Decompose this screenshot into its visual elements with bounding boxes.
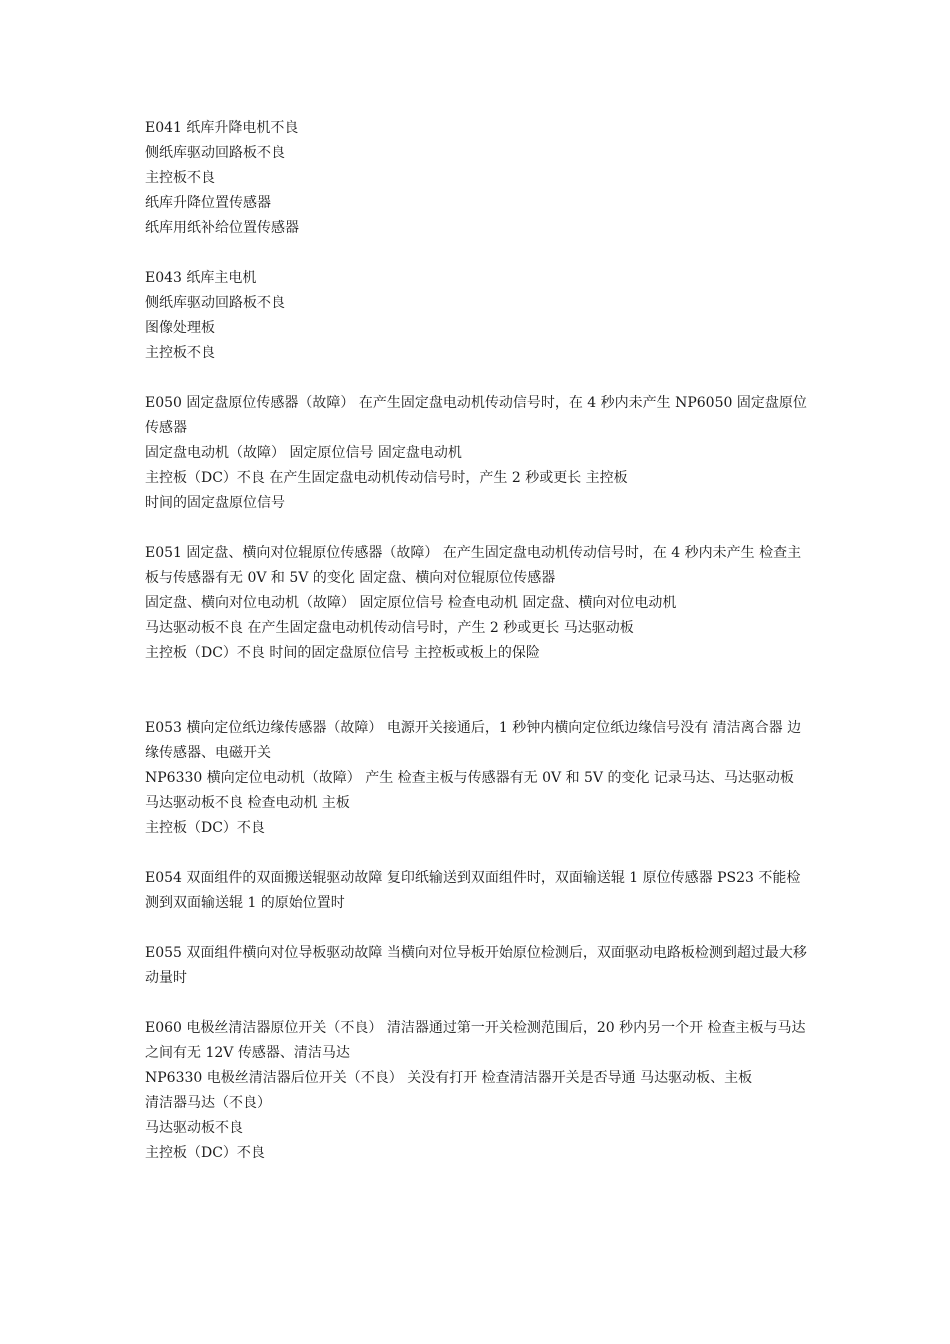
text-line: E054 双面组件的双面搬送辊驱动故障 复印纸输送到双面组件时，双面输送辊 1 原位传感器 PS23 不能检测到双面输送辊 1 的原始位置时 bbox=[145, 870, 801, 911]
error-e053-section bbox=[145, 716, 810, 841]
text-line: E053 横向定位纸边缘传感器（故障） 电源开关接通后，1 秒钟内横向定位纸边缘信号没有 清洁离合器 边缘传感器、电磁开关 bbox=[145, 720, 802, 761]
text-line: 纸库升降位置传感器 bbox=[145, 195, 271, 211]
error-e054-section bbox=[145, 866, 810, 916]
text-line: E050 固定盘原位传感器（故障） 在产生固定盘电动机传动信号时，在 4 秒内未产生 NP6050 固定盘原位传感器 bbox=[145, 395, 807, 436]
text-line: 马达驱动板不良 检查电动机 主板 bbox=[145, 795, 350, 811]
text-line: 侧纸库驱动回路板不良 bbox=[145, 145, 285, 161]
text-line: 时间的固定盘原位信号 bbox=[145, 495, 285, 511]
text-line: 固定盘、横向对位电动机（故障） 固定原位信号 检查电动机 固定盘、横向对位电动机 bbox=[145, 595, 677, 611]
text-line: E055 双面组件横向对位导板驱动故障 当横向对位导板开始原位检测后，双面驱动电路板检测到超过最大移动量时 bbox=[145, 945, 807, 986]
text-line: 图像处理板 bbox=[145, 320, 215, 336]
text-line: E041 纸库升降电机不良 bbox=[145, 120, 299, 136]
text-line: E051 固定盘、横向对位辊原位传感器（故障） 在产生固定盘电动机传动信号时，在 4 秒内未产生 检查主板与传感器有无 0V 和 5V 的变化 固定盘、横向对位辊原位传感器 bbox=[145, 545, 802, 586]
text-line: E043 纸库主电机 bbox=[145, 270, 257, 286]
text-line: 主控板（DC）不良 bbox=[145, 1145, 265, 1161]
error-e060-section bbox=[145, 1016, 810, 1166]
text-line: 主控板（DC）不良 bbox=[145, 820, 265, 836]
text-line: 侧纸库驱动回路板不良 bbox=[145, 295, 285, 311]
text-line: 马达驱动板不良 在产生固定盘电动机传动信号时，产生 2 秒或更长 马达驱动板 bbox=[145, 620, 634, 636]
text-line: 主控板（DC）不良 在产生固定盘电动机传动信号时，产生 2 秒或更长 主控板 bbox=[145, 470, 628, 486]
section-spacer bbox=[145, 666, 810, 716]
section-spacer bbox=[145, 841, 810, 866]
text-line: 主控板不良 bbox=[145, 170, 215, 186]
text-line: 马达驱动板不良 bbox=[145, 1120, 243, 1136]
text-line: E060 电极丝清洁器原位开关（不良） 清洁器通过第一开关检测范围后，20 秒内另一个开 检查主板与马达之间有无 12V 传感器、清洁马达 bbox=[145, 1020, 806, 1061]
text-line: 主控板不良 bbox=[145, 345, 215, 361]
section-spacer bbox=[145, 516, 810, 541]
text-line: 主控板（DC）不良 时间的固定盘原位信号 主控板或板上的保险 bbox=[145, 645, 540, 661]
text-line: 纸库用纸补给位置传感器 bbox=[145, 220, 299, 236]
error-e055-section bbox=[145, 941, 810, 991]
section-spacer bbox=[145, 991, 810, 1016]
error-e041-section bbox=[145, 116, 810, 241]
section-spacer bbox=[145, 916, 810, 941]
text-line: NP6330 电极丝清洁器后位开关（不良） 关没有打开 检查清洁器开关是否导通 马达驱动板、主板 bbox=[145, 1070, 753, 1086]
text-line: 固定盘电动机（故障） 固定原位信号 固定盘电动机 bbox=[145, 445, 462, 461]
text-line: NP6330 横向定位电动机（故障） 产生 检查主板与传感器有无 0V 和 5V 的变化 记录马达、马达驱动板 bbox=[145, 770, 794, 786]
section-spacer bbox=[145, 241, 810, 266]
error-e050-section bbox=[145, 391, 810, 516]
error-e051-section bbox=[145, 541, 810, 666]
section-spacer bbox=[145, 366, 810, 391]
error-e043-section bbox=[145, 266, 810, 366]
text-line: 清洁器马达（不良） bbox=[145, 1095, 271, 1111]
document-body bbox=[145, 116, 810, 1166]
